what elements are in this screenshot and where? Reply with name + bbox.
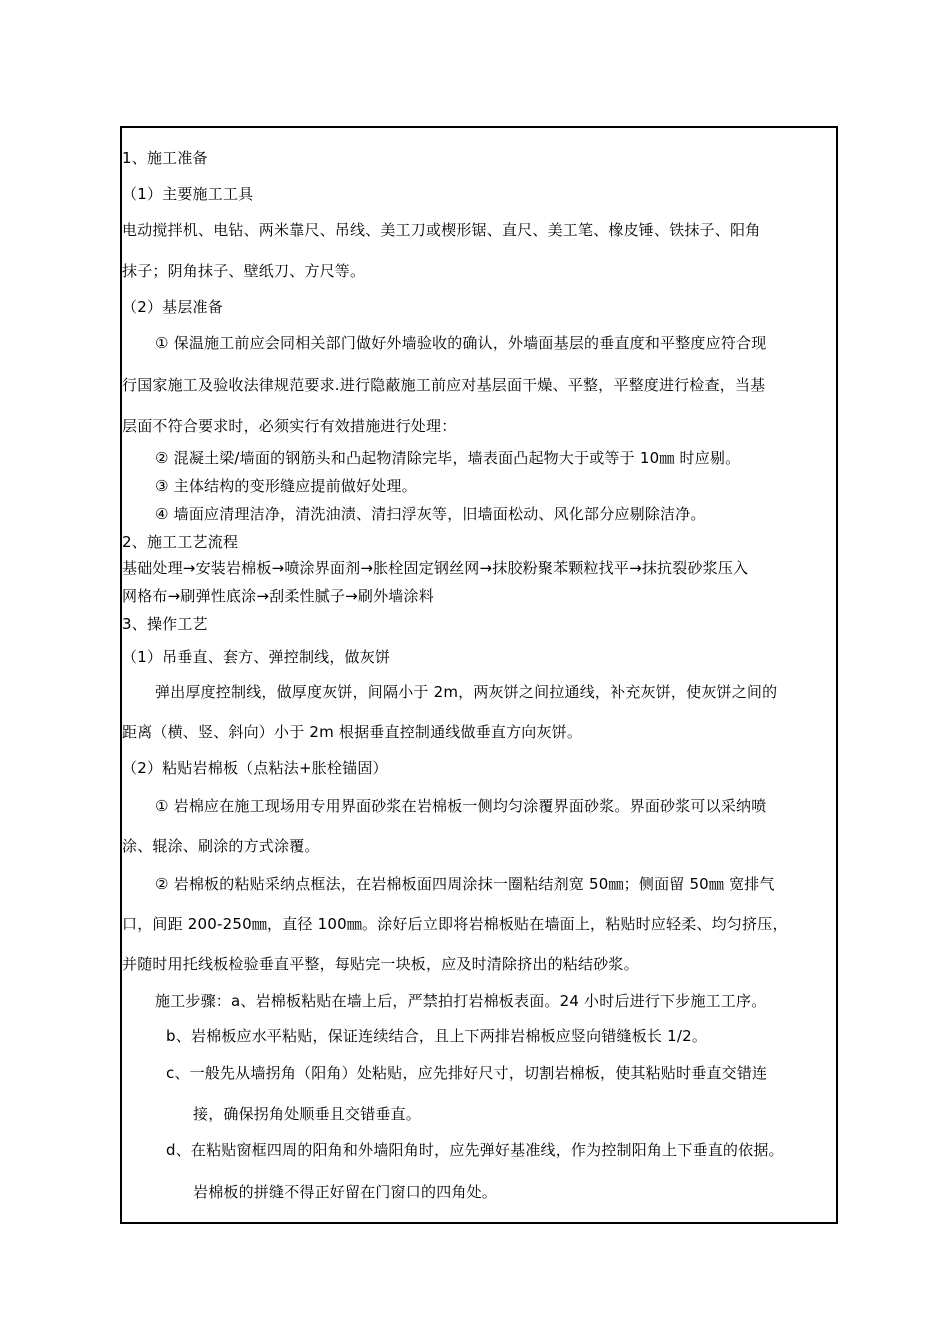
subheading-base: （2）基层准备 — [122, 298, 223, 316]
text-line: ① 岩棉应在施工现场用专用界面砂浆在岩棉板一侧均匀涂覆界面砂浆。界面砂浆可以采纳喷 — [155, 797, 767, 815]
text-line: 层面不符合要求时，必须实行有效措施进行处理： — [122, 417, 457, 435]
text-line: ④ 墙面应清理洁净，清洗油渍、清扫浮灰等，旧墙面松动、风化部分应剔除洁净。 — [155, 505, 706, 523]
text-line: 抹子；阴角抹子、壁纸刀、方尺等。 — [122, 262, 366, 280]
process-flow-line: 网格布→刷弹性底涂→刮柔性腻子→刷外墙涂料 — [122, 587, 434, 605]
text-line: 行国家施工及验收法律规范要求.进行隐蔽施工前应对基层面干燥、平整，平整度进行检查，当基 — [122, 376, 766, 394]
text-line: 距离（横、竖、斜向）小于 2m 根据垂直控制通线做垂直方向灰饼。 — [122, 723, 583, 741]
heading-1: 1、施工准备 — [122, 149, 208, 167]
process-flow-line: 基础处理→安装岩棉板→喷涂界面剂→胀栓固定钢丝网→抹胶粉聚苯颗粒找平→抹抗裂砂浆压入 — [122, 559, 749, 577]
text-line: ② 混凝土梁/墙面的钢筋头和凸起物清除完毕，墙表面凸起物大于或等于 10㎜ 时应剔。 — [155, 449, 741, 467]
subheading-paste: （2）粘贴岩棉板（点粘法+胀栓锚固） — [122, 759, 388, 777]
subheading-tools: （1）主要施工工具 — [122, 185, 254, 203]
text-line: c、一般先从墙拐角（阳角）处粘贴，应先排好尺寸，切割岩棉板，使其粘贴时垂直交错连 — [166, 1064, 768, 1082]
text-line: 电动搅拌机、电钻、两米靠尺、吊线、美工刀或楔形锯、直尺、美工笔、橡皮锤、铁抹子、阳角 — [122, 221, 761, 239]
text-line: 涂、辊涂、刷涂的方式涂覆。 — [122, 837, 320, 855]
heading-2: 2、施工工艺流程 — [122, 533, 239, 551]
heading-3: 3、操作工艺 — [122, 615, 208, 633]
document-frame — [120, 126, 838, 1224]
text-line: 口，间距 200-250㎜，直径 100㎜。涂好后立即将岩棉板贴在墙面上，粘贴时应轻柔、均匀挤压， — [122, 915, 788, 933]
text-line: b、岩棉板应水平粘贴，保证连续结合，且上下两排岩棉板应竖向错缝板长 1/2。 — [166, 1027, 708, 1045]
text-line: 接，确保拐角处顺垂且交错垂直。 — [193, 1105, 422, 1123]
text-line: ① 保温施工前应会同相关部门做好外墙验收的确认，外墙面基层的垂直度和平整度应符合现 — [155, 334, 767, 352]
text-line: 弹出厚度控制线，做厚度灰饼，间隔小于 2m，两灰饼之间拉通线，补充灰饼，使灰饼之间的 — [155, 683, 778, 701]
text-line: 岩棉板的拼缝不得正好留在门窗口的四角处。 — [193, 1183, 498, 1201]
text-line: 施工步骤：a、岩棉板粘贴在墙上后，严禁拍打岩棉板表面。24 小时后进行下步施工工序。 — [155, 992, 767, 1010]
text-line: d、在粘贴窗框四周的阳角和外墙阳角时，应先弹好基准线，作为控制阳角上下垂直的依据。 — [166, 1141, 784, 1159]
text-line: ② 岩棉板的粘贴采纳点框法，在岩棉板面四周涂抹一圈粘结剂宽 50㎜；侧面留 50㎜ 宽排气 — [155, 875, 775, 893]
subheading-plumb: （1）吊垂直、套方、弹控制线，做灰饼 — [122, 648, 391, 666]
text-line: 并随时用托线板检验垂直平整，每贴完一块板，应及时清除挤出的粘结砂浆。 — [122, 955, 639, 973]
text-line: ③ 主体结构的变形缝应提前做好处理。 — [155, 477, 417, 495]
